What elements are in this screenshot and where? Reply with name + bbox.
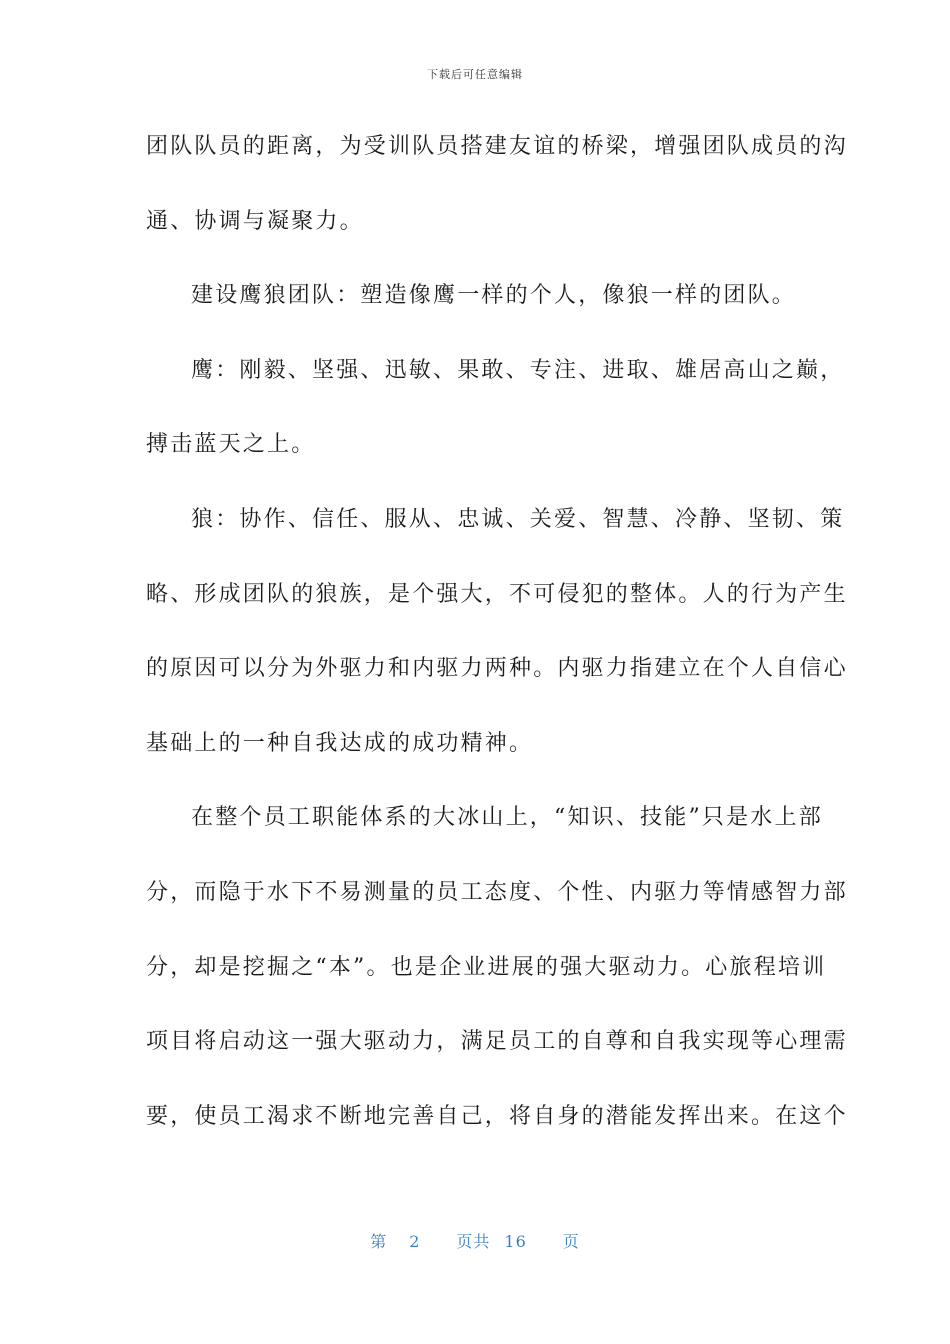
body-line: 鹰：刚毅、坚强、迅敏、果敢、专注、进取、雄居高山之巅， <box>191 357 845 383</box>
body-line: 建设鹰狼团队：塑造像鹰一样的个人，像狼一样的团队。 <box>191 283 797 309</box>
body-line: 通、协调与凝聚力。 <box>146 208 364 234</box>
page-footer-suffix: 页 <box>562 1232 580 1251</box>
total-pages-number: 16 <box>504 1232 527 1251</box>
body-line: 团队队员的距离，为受训队员搭建友谊的桥梁，增强团队成员的沟 <box>146 134 848 159</box>
body-line: 分，而隐于水下不易测量的员工态度、个性、内驱力等情感智力部 <box>146 879 848 905</box>
page-footer-middle: 页共 <box>456 1232 491 1251</box>
page-footer <box>0 1229 950 1252</box>
body-line: 基础上的一种自我达成的成功精神。 <box>146 730 534 756</box>
body-line: 搏击蓝天之上。 <box>146 432 316 458</box>
document-body <box>146 127 848 1171</box>
body-line: 分，却是挖掘之“本”。也是企业进展的强大驱动力。心旅程培训 <box>146 954 827 980</box>
page-header: 下载后可任意编辑 <box>427 68 523 81</box>
body-line: 狼：协作、信任、服从、忠诚、关爱、智慧、冷静、坚韧、策 <box>191 506 845 532</box>
body-line: 在整个员工职能体系的大冰山上，“知识、技能”只是水上部 <box>191 805 823 831</box>
body-line: 略、形成团队的狼族，是个强大，不可侵犯的整体。人的行为产生 <box>146 581 848 607</box>
page-footer-prefix: 第 <box>370 1232 388 1251</box>
body-line: 项目将启动这一强大驱动力，满足员工的自尊和自我实现等心理需 <box>146 1029 848 1055</box>
current-page-number: 2 <box>409 1232 421 1251</box>
body-line: 的原因可以分为外驱力和内驱力两种。内驱力指建立在个人自信心 <box>146 656 848 682</box>
body-line: 要，使员工渴求不断地完善自己，将自身的潜能发挥出来。在这个 <box>146 1103 848 1129</box>
